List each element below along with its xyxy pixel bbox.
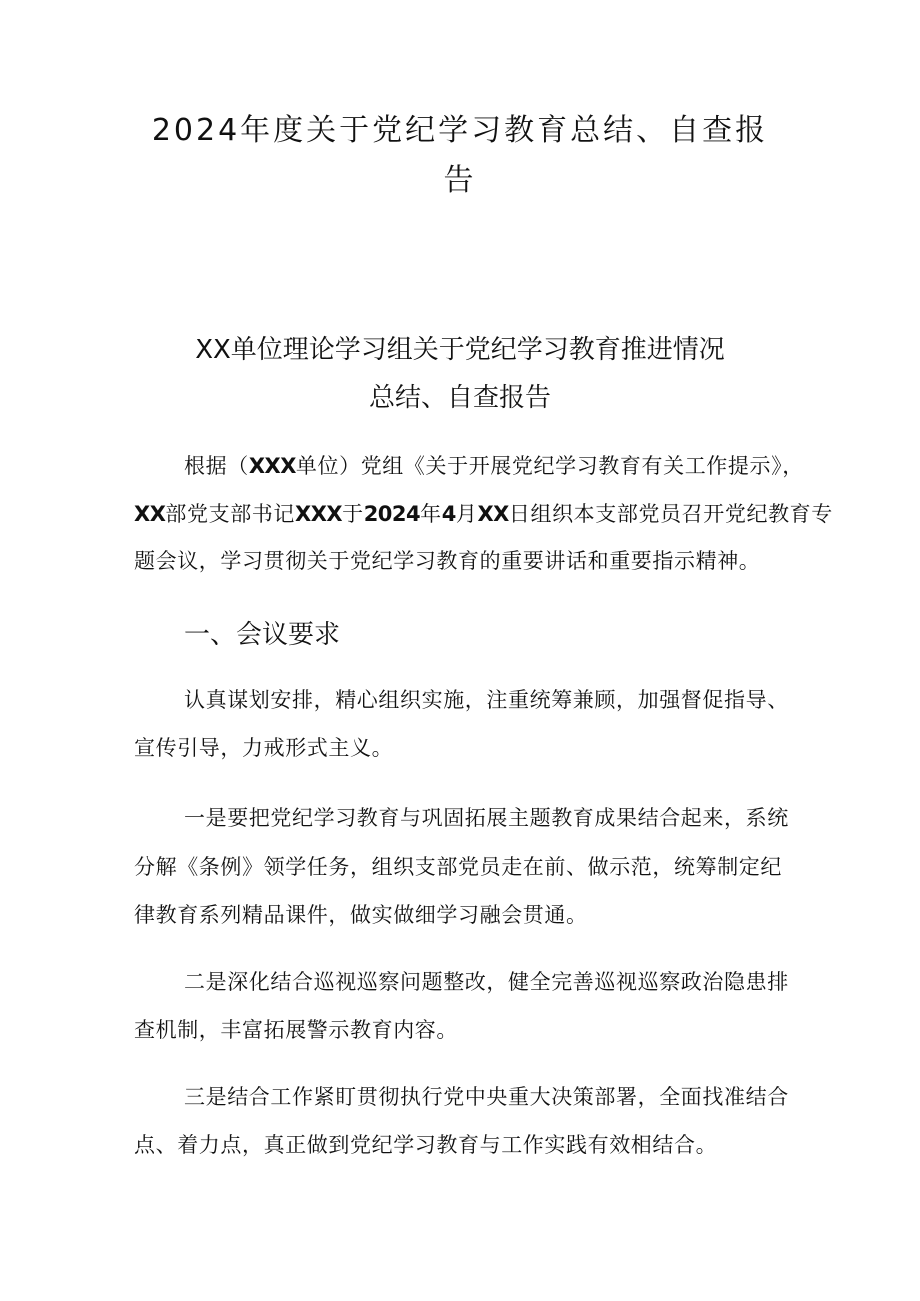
intro-text: 单位）党组《关于开展党纪学习教育有关工作提示》， bbox=[295, 454, 804, 478]
paragraph-1-line2: 宣传引导，力戒形式主义。 bbox=[134, 736, 394, 760]
intro-month: 4 bbox=[441, 502, 456, 526]
intro-paragraph-line3: 题会议，学习贯彻关于党纪学习教育的重要讲话和重要指示精神。 bbox=[134, 549, 761, 573]
intro-day-placeholder: XX bbox=[477, 502, 509, 526]
report-subtitle-line1: XX单位理论学习组关于党纪学习教育推进情况 bbox=[195, 335, 725, 365]
intro-paragraph-line2 bbox=[134, 498, 833, 530]
intro-secretary-placeholder: XXX bbox=[295, 502, 343, 526]
intro-text: 部党支部书记 bbox=[165, 502, 295, 526]
intro-unit-placeholder: XXX bbox=[248, 454, 296, 478]
paragraph-4-line1: 三是结合工作紧盯贯彻执行党中央重大决策部署，全面找准结合 bbox=[184, 1085, 789, 1109]
paragraph-2-line3: 律教育系列精品课件，做实做细学习融会贯通。 bbox=[134, 903, 588, 927]
paragraph-3-line2: 查机制，丰富拓展警示教育内容。 bbox=[134, 1018, 458, 1042]
intro-paragraph-line1 bbox=[184, 450, 804, 482]
intro-year: 2024 bbox=[363, 502, 421, 526]
intro-text: 年 bbox=[420, 502, 442, 526]
intro-text: 日组织本支部党员召开党纪教育专 bbox=[508, 502, 833, 526]
report-subtitle-line2: 总结、自查报告 bbox=[368, 383, 551, 413]
document-title-line2: 告 bbox=[443, 163, 477, 198]
intro-dept-placeholder: XX bbox=[134, 502, 166, 526]
intro-text: 于 bbox=[342, 502, 364, 526]
paragraph-4-line2: 点、着力点，真正做到党纪学习教育与工作实践有效相结合。 bbox=[134, 1133, 718, 1157]
intro-text: 月 bbox=[455, 502, 478, 526]
paragraph-2-line2: 分解《条例》领学任务，组织支部党员走在前、做示范，统筹制定纪 bbox=[134, 855, 782, 879]
section-heading-meeting-requirements: 一、会议要求 bbox=[184, 620, 341, 650]
paragraph-2-line1: 一是要把党纪学习教育与巩固拓展主题教育成果结合起来，系统 bbox=[184, 806, 789, 830]
paragraph-1-line1: 认真谋划安排，精心组织实施，注重统筹兼顾，加强督促指导、 bbox=[184, 688, 789, 712]
intro-text: 根据（ bbox=[184, 454, 249, 478]
document-title-line1: 2024年度关于党纪学习教育总结、自查报 bbox=[151, 113, 769, 148]
paragraph-3-line1: 二是深化结合巡视巡察问题整改，健全完善巡视巡察政治隐患排 bbox=[184, 970, 789, 994]
